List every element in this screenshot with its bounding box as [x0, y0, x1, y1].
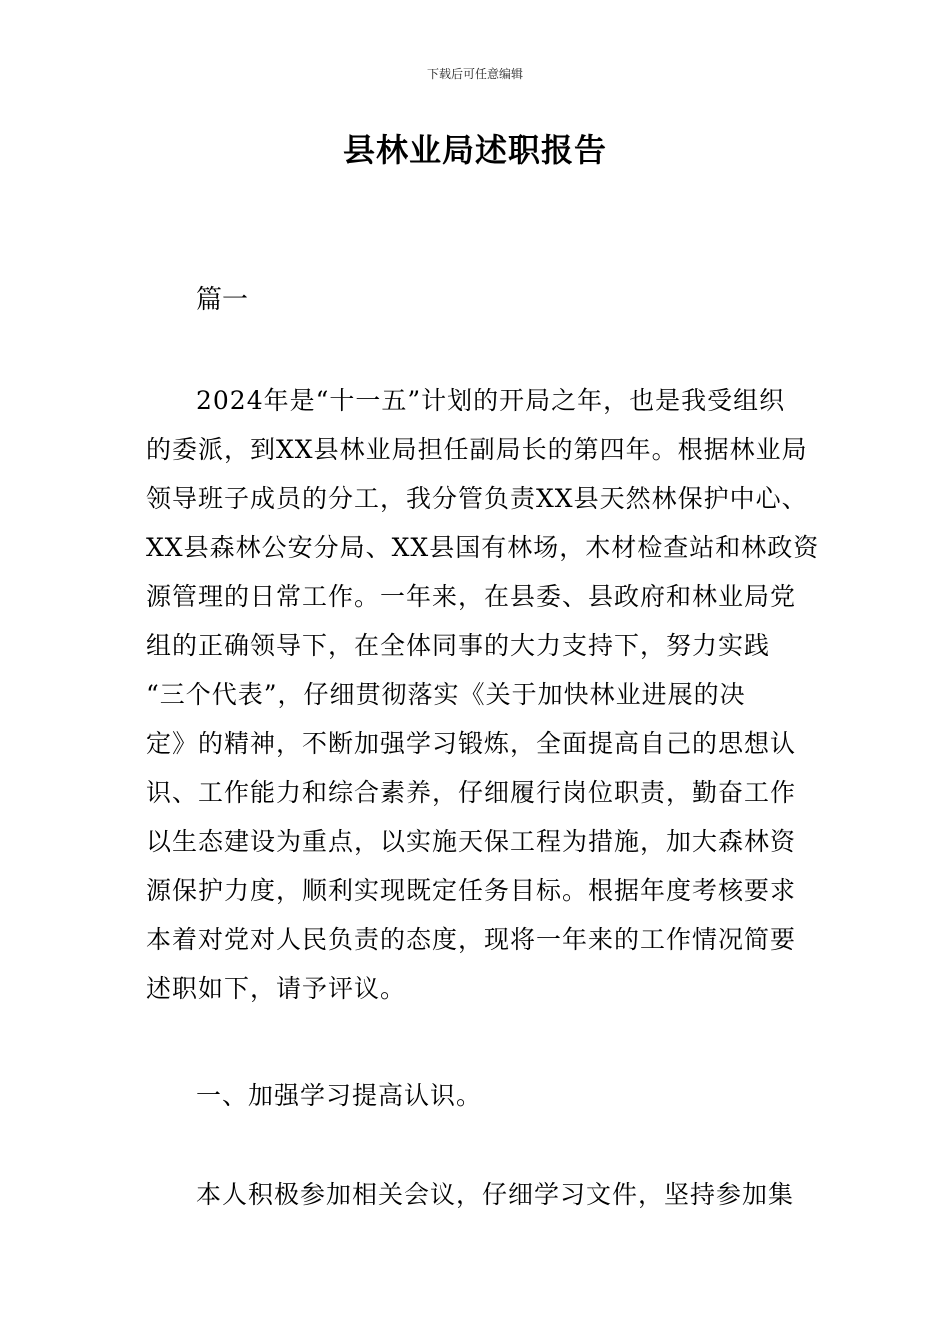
paragraph-line: 的委派，到XX县林业局担任副局长的第四年。根据林业局	[146, 435, 808, 464]
paragraph-two	[146, 1170, 826, 1219]
section-label: 篇一	[196, 285, 249, 315]
paragraph-line: 本人积极参加相关会议，仔细学习文件，坚持参加集	[196, 1180, 795, 1209]
paragraph-line: 述职如下，请予评议。	[146, 974, 407, 1003]
paragraph-line: 组的正确领导下，在全体同事的大力支持下，努力实践	[146, 631, 771, 660]
paragraph-line: 定》的精神，不断加强学习锻炼，全面提高自己的思想认	[146, 729, 797, 758]
paragraph-line: 以生态建设为重点，以实施天保工程为措施，加大森林资	[146, 827, 797, 856]
paragraph-line: “三个代表”，仔细贯彻落实《关于加快林业进展的决	[146, 680, 746, 709]
paragraph-line: 本着对党对人民负责的态度，现将一年来的工作情况简要	[146, 925, 797, 954]
section-heading: 一、加强学习提高认识。	[196, 1081, 483, 1110]
paragraph-line: 源保护力度，顺利实现既定任务目标。根据年度考核要求	[146, 876, 797, 905]
paragraph-line: 领导班子成员的分工，我分管负责XX县天然林保护中心、	[146, 484, 808, 513]
header-note: 下载后可任意编辑	[426, 67, 523, 81]
paragraph-line: 源管理的日常工作。一年来，在县委、县政府和林业局党	[146, 582, 797, 611]
paragraph-line: 2024年是“十一五”计划的开局之年，也是我受组织	[196, 386, 786, 415]
document-title: 县林业局述职报告	[342, 131, 607, 169]
paragraph-line: XX县森林公安分局、XX县国有林场，木材检查站和林政资	[146, 533, 820, 562]
paragraph-main	[146, 376, 826, 1013]
paragraph-line: 识、工作能力和综合素养，仔细履行岗位职责，勤奋工作	[146, 778, 797, 807]
